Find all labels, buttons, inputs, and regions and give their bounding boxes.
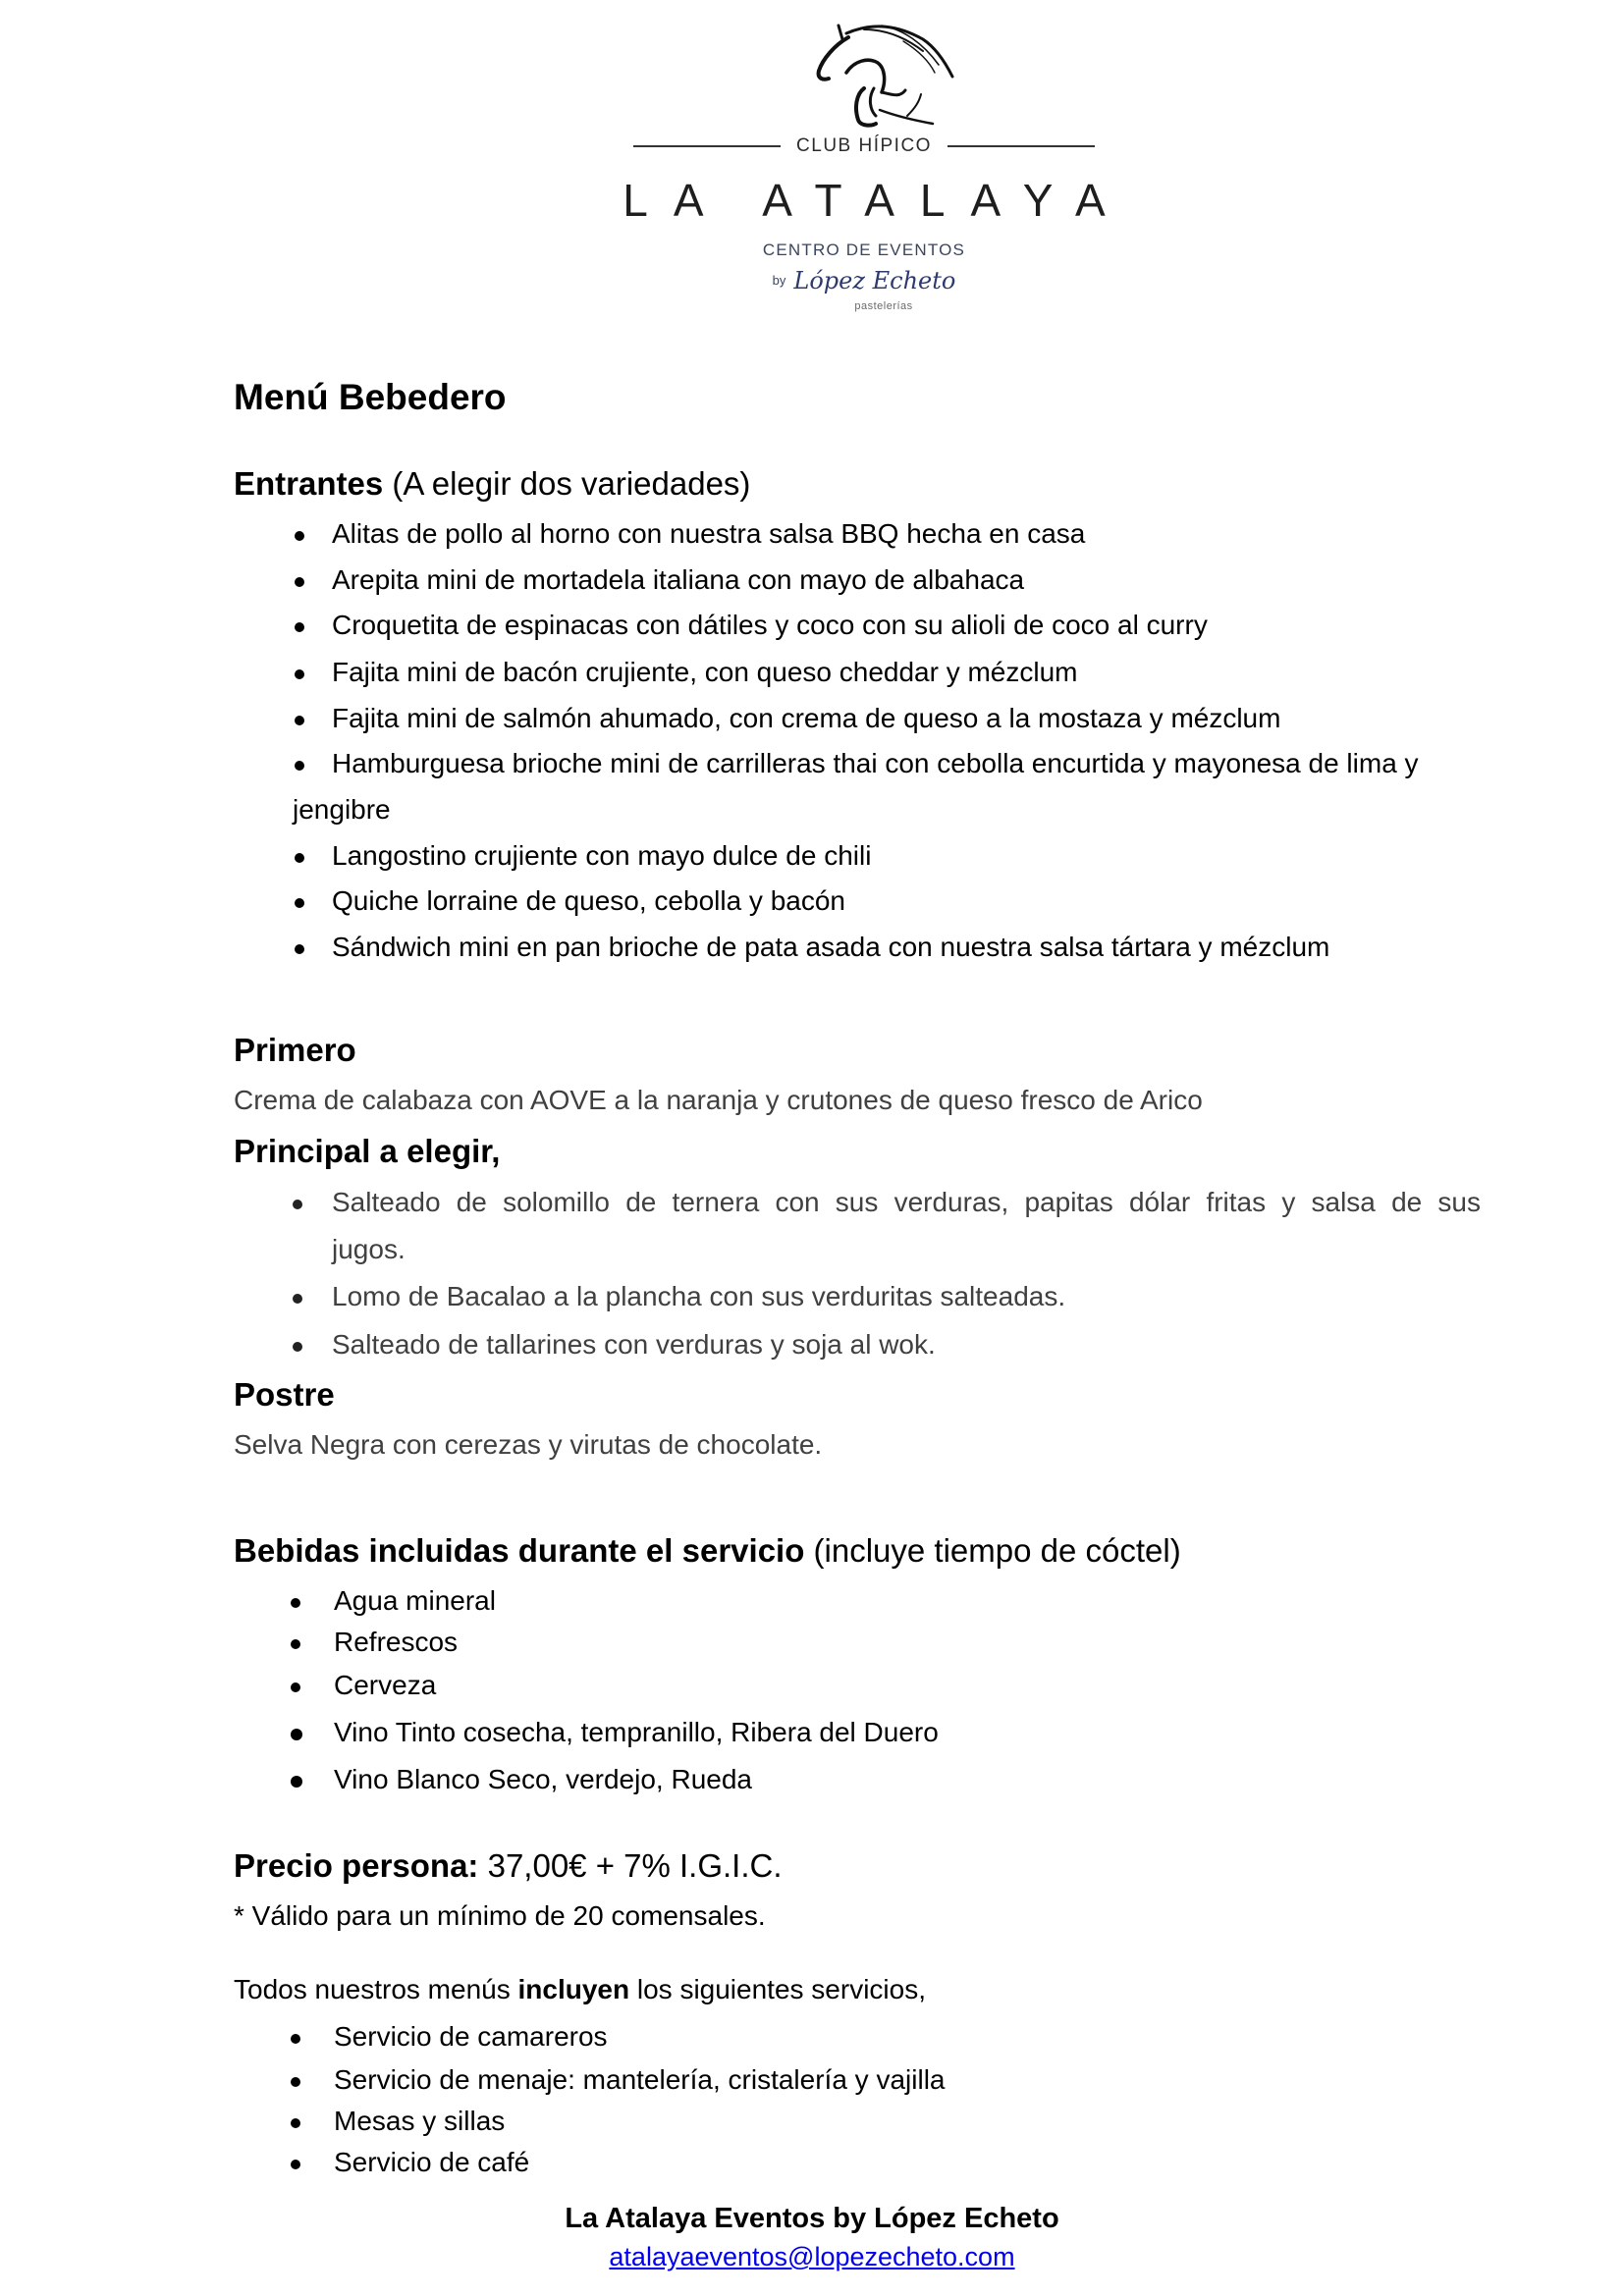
list-item: Alitas de pollo al horno con nuestra salsa BBQ hecha en casa bbox=[332, 518, 1086, 549]
list-item: Refrescos bbox=[334, 1627, 459, 1657]
section-principal-heading bbox=[234, 1133, 500, 1170]
list-item: Salteado de solomillo de ternera con sus verduras, papitas dólar fritas y salsa de sus bbox=[332, 1187, 1481, 1217]
bullet-icon bbox=[295, 716, 304, 725]
bullet-icon bbox=[291, 1598, 300, 1608]
bullet-icon bbox=[291, 1729, 302, 1740]
divider-line-right bbox=[947, 145, 1095, 147]
divider-line-left bbox=[633, 145, 781, 147]
section-heading: Primero bbox=[234, 1032, 356, 1068]
section-note: (incluye tiempo de cóctel) bbox=[804, 1532, 1181, 1569]
price-note: * Válido para un mínimo de 20 comensales. bbox=[234, 1900, 766, 1931]
logo-club-row bbox=[550, 133, 1178, 159]
section-heading: Principal a elegir, bbox=[234, 1133, 501, 1169]
price-line bbox=[234, 1847, 783, 1885]
list-item: Vino Tinto cosecha, tempranillo, Ribera del Duero bbox=[334, 1717, 939, 1747]
list-item: Quiche lorraine de queso, cebolla y bacón bbox=[332, 885, 846, 916]
list-item: Agua mineral bbox=[334, 1585, 496, 1616]
section-heading: Entrantes bbox=[234, 465, 384, 502]
list-item: Croquetita de espinacas con dátiles y coco con su alioli de coco al curry bbox=[332, 610, 1208, 640]
postre-text: Selva Negra con cerezas y virutas de chocolate. bbox=[234, 1429, 823, 1460]
section-heading: Postre bbox=[234, 1376, 335, 1413]
bullet-icon bbox=[291, 2160, 300, 2169]
bullet-icon bbox=[291, 2077, 300, 2087]
bullet-icon bbox=[293, 1342, 302, 1352]
section-postre-heading bbox=[234, 1376, 335, 1414]
list-item: Arepita mini de mortadela italiana con mayo de albahaca bbox=[332, 564, 1025, 595]
list-item: Lomo de Bacalao a la plancha con sus verduritas salteadas. bbox=[332, 1281, 1066, 1311]
list-item-continuation: jugos. bbox=[332, 1234, 406, 1264]
bullet-icon bbox=[291, 1682, 300, 1692]
section-heading: Bebidas incluidas durante el servicio bbox=[234, 1532, 805, 1569]
section-bebidas-heading bbox=[234, 1532, 1181, 1570]
bullet-icon bbox=[291, 1639, 300, 1649]
bullet-icon bbox=[293, 1200, 302, 1209]
list-item: Servicio de menaje: mantelería, cristalería y vajilla bbox=[334, 2064, 946, 2095]
list-item: Langostino crujiente con mayo dulce de chili bbox=[332, 840, 872, 871]
bullet-icon bbox=[291, 2118, 300, 2128]
bullet-icon bbox=[295, 622, 304, 632]
logo-subtitle: CENTRO DE EVENTOS bbox=[762, 240, 966, 259]
logo-club-text: CLUB HÍPICO bbox=[796, 135, 932, 156]
price-label: Precio persona: bbox=[234, 1847, 479, 1884]
bullet-icon bbox=[293, 1294, 302, 1304]
logo bbox=[550, 0, 1178, 324]
list-item: Fajita mini de salmón ahumado, con crema de queso a la mostaza y mézclum bbox=[332, 703, 1281, 733]
services-intro-pre: Todos nuestros menús bbox=[234, 1974, 518, 2004]
logo-by: by bbox=[772, 273, 786, 288]
bullet-icon bbox=[295, 669, 304, 679]
logo-signature-sub: pastelerías bbox=[854, 300, 913, 312]
services-intro bbox=[234, 1974, 926, 2005]
list-item: Servicio de café bbox=[334, 2147, 530, 2177]
horse-icon bbox=[589, 0, 1218, 130]
footer-company: La Atalaya Eventos by López Echeto bbox=[565, 2203, 1059, 2234]
list-item: Salteado de tallarines con verduras y soja al wok. bbox=[332, 1329, 936, 1360]
section-note: (A elegir dos variedades) bbox=[383, 465, 751, 502]
list-item: Sándwich mini en pan brioche de pata asada con nuestra salsa tártara y mézclum bbox=[332, 932, 1330, 962]
bullet-icon bbox=[295, 577, 304, 587]
list-item-continuation: jengibre bbox=[293, 794, 391, 825]
bullet-icon bbox=[291, 1776, 302, 1788]
services-intro-bold: incluyen bbox=[517, 1974, 630, 2004]
services-intro-post: los siguientes servicios, bbox=[629, 1974, 926, 2004]
bullet-icon bbox=[295, 531, 304, 541]
logo-signature-row bbox=[550, 263, 1178, 296]
footer-email-link[interactable]: atalayaeventos@lopezecheto.com bbox=[609, 2242, 1015, 2271]
list-item: Hamburguesa brioche mini de carrilleras thai con cebolla encurtida y mayonesa de lima y bbox=[332, 748, 1419, 778]
logo-signature: López Echeto bbox=[793, 267, 956, 294]
bullet-icon bbox=[295, 898, 304, 908]
footer-email-wrap bbox=[0, 2242, 1624, 2272]
bullet-icon bbox=[295, 944, 304, 954]
list-item: Servicio de camareros bbox=[334, 2021, 608, 2052]
list-item: Fajita mini de bacón crujiente, con queso cheddar y mézclum bbox=[332, 657, 1078, 687]
primero-text: Crema de calabaza con AOVE a la naranja y crutones de queso fresco de Arico bbox=[234, 1085, 1203, 1115]
bullet-icon bbox=[291, 2034, 300, 2044]
logo-brand-name: LA ATALAYA bbox=[623, 175, 1131, 226]
bullet-icon bbox=[295, 853, 304, 863]
list-item: Vino Blanco Seco, verdejo, Rueda bbox=[334, 1764, 752, 1794]
price-value: 37,00€ + 7% I.G.I.C. bbox=[478, 1847, 783, 1884]
section-primero-heading bbox=[234, 1032, 356, 1069]
section-entrantes-heading bbox=[234, 465, 750, 503]
list-item: Cerveza bbox=[334, 1670, 437, 1700]
page-title: Menú Bebedero bbox=[234, 377, 507, 417]
bullet-icon bbox=[295, 761, 304, 771]
list-item: Mesas y sillas bbox=[334, 2106, 506, 2136]
